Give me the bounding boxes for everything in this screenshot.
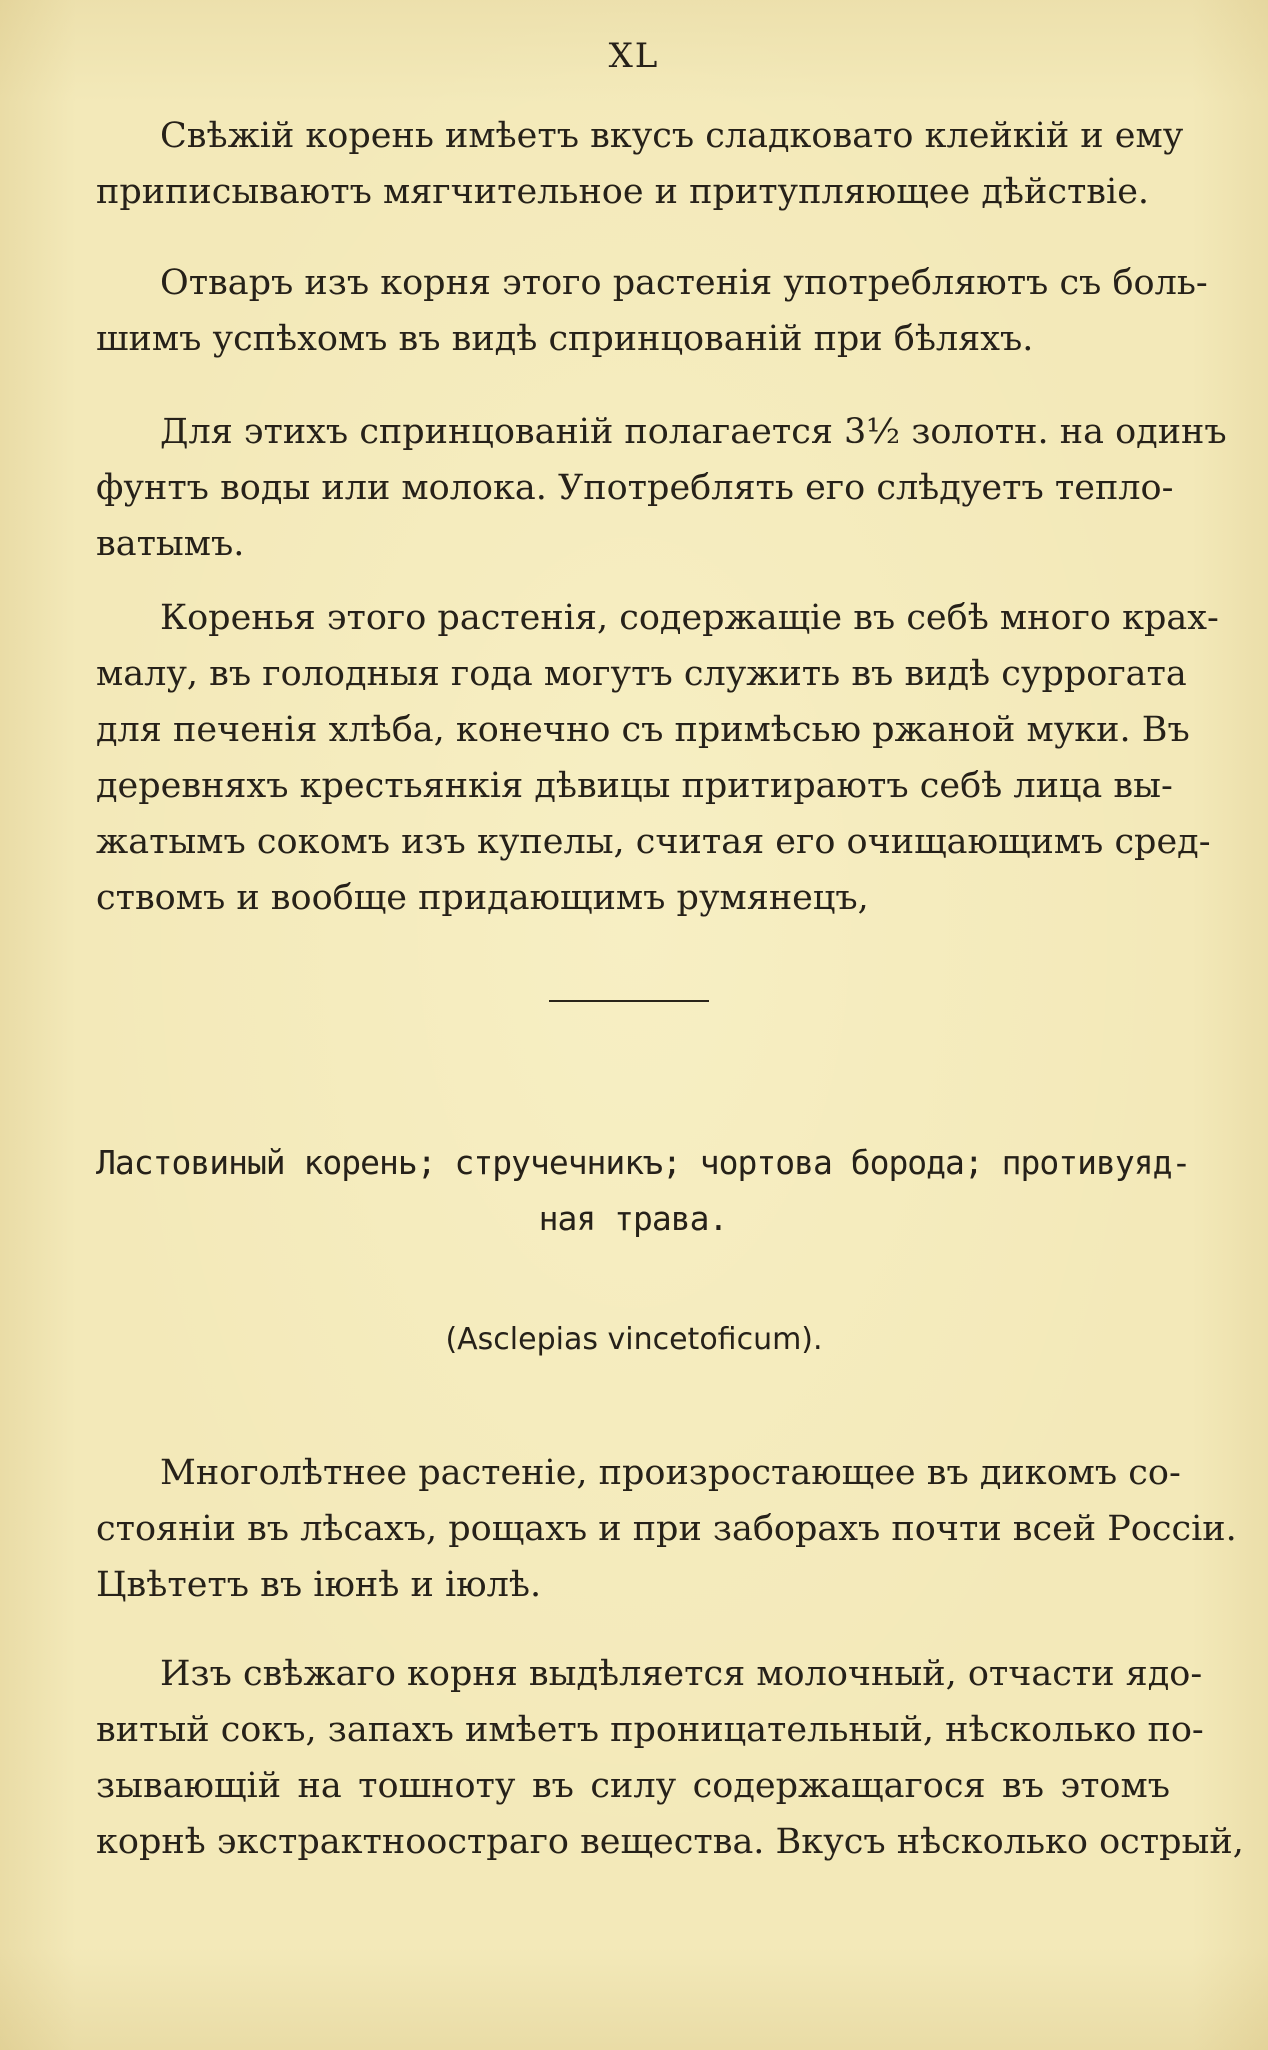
paragraph-line: Цвѣтетъ въ іюнѣ и іюлѣ. (96, 1565, 542, 1605)
paragraph-line: зывающій на тошноту въ силу содержащагося въ этомъ (96, 1766, 1170, 1806)
section-heading (96, 1135, 1191, 1247)
paragraph-line: ствомъ и вообще придающимъ румянецъ, (96, 878, 869, 918)
paragraph-line: стояніи въ лѣсахъ, рощахъ и при заборахъ почти всей Россіи. (96, 1509, 1237, 1549)
paragraph-line: Коренья этого растенія, содержащіе въ себѣ много крах- (160, 598, 1219, 638)
paragraph-5 (96, 1445, 1237, 1613)
heading-line: ная трава. (538, 1199, 728, 1238)
page-number: XL (608, 36, 660, 76)
paragraph-line: фунтъ воды или молока. Употреблять его слѣдуетъ тепло- (96, 468, 1174, 508)
paragraph-4 (96, 590, 1219, 926)
paragraph-line: жатымъ сокомъ изъ купелы, считая его очищающимъ сред- (96, 822, 1211, 862)
paragraph-line: Отваръ изъ корня этого растенія употребляютъ съ боль- (160, 263, 1208, 303)
paragraph-line: приписываютъ мягчительное и притупляющее дѣйствіе. (96, 172, 1150, 212)
paragraph-line: Для этихъ спринцованій полагается 3½ золотн. на одинъ (160, 412, 1227, 452)
paragraph-line: витый сокъ, запахъ имѣетъ проницательный, нѣсколько по- (96, 1710, 1204, 1750)
paragraph-line: деревняхъ крестьянкія дѣвицы притираютъ себѣ лица вы- (96, 766, 1173, 806)
paragraph-1 (96, 108, 1184, 220)
paragraph-line: для печенія хлѣба, конечно съ примѣсью ржаной муки. Въ (96, 710, 1190, 750)
paragraph-6 (96, 1646, 1244, 1870)
paragraph-line: Многолѣтнее растеніе, произростающее въ дикомъ со- (160, 1453, 1181, 1493)
paragraph-line: малу, въ голодныя года могутъ служить въ видѣ суррогата (96, 654, 1187, 694)
paragraph-2 (96, 255, 1208, 367)
paragraph-line: Изъ свѣжаго корня выдѣляется молочный, отчасти ядо- (160, 1654, 1203, 1694)
paragraph-line: Свѣжій корень имѣетъ вкусъ сладковато клейкій и ему (160, 116, 1184, 156)
paragraph-3 (96, 404, 1227, 572)
heading-line: Ластовиный корень; стручечникъ; чортова борода; противуяд- (96, 1143, 1191, 1182)
paragraph-line: корнѣ экстрактноостраго вещества. Вкусъ нѣсколько острый, (96, 1822, 1244, 1862)
section-divider (549, 1000, 709, 1002)
latin-name: (Asclepias vincetoficum). (445, 1322, 823, 1357)
paragraph-line: шимъ успѣхомъ въ видѣ спринцованій при бѣляхъ. (96, 319, 1034, 359)
paragraph-line: ватымъ. (96, 524, 245, 564)
